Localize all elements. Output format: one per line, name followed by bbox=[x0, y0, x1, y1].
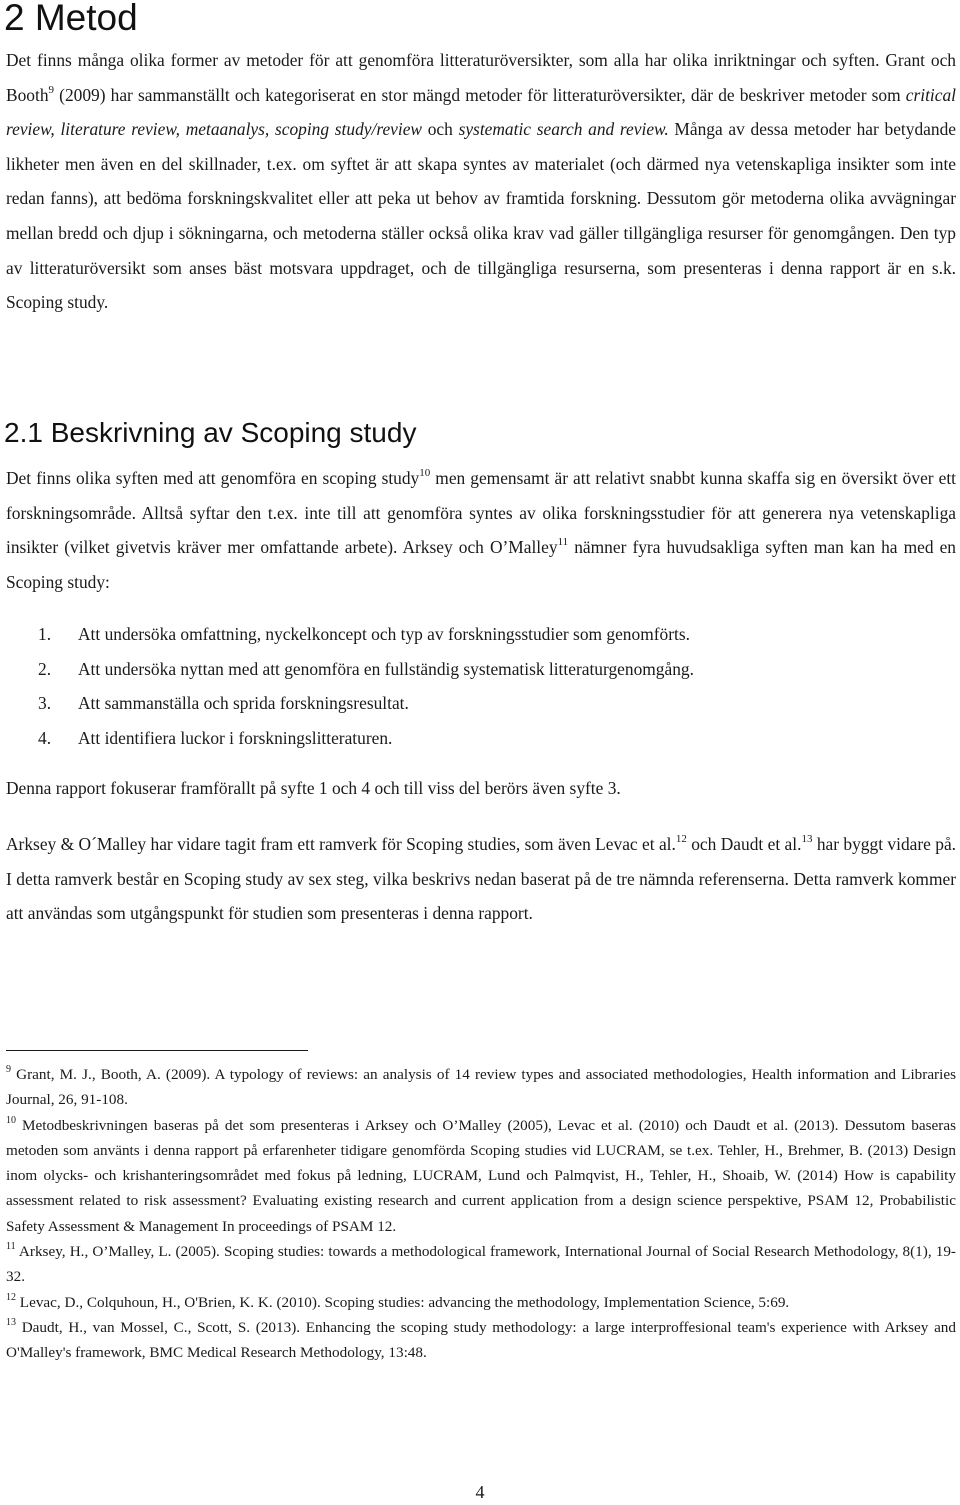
footnote-text: Daudt, H., van Mossel, C., Scott, S. (2013). Enhancing the scoping study methodology: a large interproffesional team's experience with Arksey and O'Malley's framework, BMC Medical Research Methodology, 13:48. bbox=[6, 1318, 956, 1362]
footnote-11 bbox=[6, 1239, 956, 1290]
footnote-text: Arksey, H., O’Malley, L. (2005). Scoping studies: towards a methodological framework, International Journal of Social Research Methodology, 8(1), 19-32. bbox=[6, 1243, 956, 1286]
list-number: 2. bbox=[38, 658, 52, 679]
page-number: 4 bbox=[475, 1482, 485, 1502]
footnotes bbox=[6, 1062, 956, 1366]
list-item bbox=[38, 721, 694, 756]
footnote-text: Metodbeskrivningen baseras på det som presenteras i Arksey och O’Malley (2005), Levac et al. (2010) och Daudt et al. (2013). Dessutom baseras metoden som använts i denna rapport på erfarenheter tidigare genomförda Scoping studies vid LUCRAM, se t.ex. Tehler, H., Brehmer, B. (2013) Design inom olycks- och krishanteringsområdet med fokus på ledning, LUCRAM, Lund och Palmqvist, H., Tehler, H., Shoaib, W. (2014) How is capability assessment related to risk assessment? Evaluating existing research and current application from a design science perspektive, PSAM 12, Probabilistic Safety Assessment & Management In proceedings of PSAM 12. bbox=[6, 1116, 956, 1235]
italic-method-name: systematic search and review. bbox=[458, 119, 669, 140]
footnote-number: 9 bbox=[6, 1063, 11, 1075]
text-run: men gemensamt är att relativt snabbt kunna skaffa sig en översikt över ett forskningsområde. Alltså syftar den t.ex. inte till att genomföra syntes av olika forskningsstudier för att generera nya vetenskapliga insikter (vilket givetvis kräver mer omfattande arbete). Arksey och O’Malley bbox=[6, 468, 956, 558]
footnote-divider bbox=[6, 1050, 308, 1051]
list-number: 1. bbox=[38, 624, 52, 644]
section-heading: 2 Metod bbox=[4, 0, 138, 38]
list-number: 3. bbox=[38, 693, 52, 713]
footnote-12 bbox=[6, 1290, 956, 1315]
list-item bbox=[38, 652, 694, 687]
footnote-number: 10 bbox=[6, 1114, 16, 1126]
footnote-9 bbox=[6, 1062, 956, 1113]
footnote-text: Levac, D., Colquhoun, H., O'Brien, K. K. (2010). Scoping studies: advancing the methodology, Implementation Science, 5:69. bbox=[16, 1293, 790, 1311]
list-item bbox=[38, 686, 694, 721]
footnote-13 bbox=[6, 1315, 956, 1366]
text-run: har byggt vidare på. I detta ramverk består en Scoping study av sex steg, vilka beskrivs nedan baserat på de tre nämnda referenserna. Detta ramverk kommer att användas som utgångspunkt för studien som presenteras i denna rapport. bbox=[6, 834, 957, 924]
footnote-ref-12[interactable]: 12 bbox=[675, 833, 687, 846]
list-text: Att sammanställa och sprida forskningsresultat. bbox=[78, 693, 409, 713]
footnote-ref-11[interactable]: 11 bbox=[557, 536, 569, 549]
scoping-paragraph bbox=[6, 461, 956, 599]
list-text: Att undersöka omfattning, nyckelkoncept och typ av forskningsstudier som genomförts. bbox=[78, 624, 690, 644]
footnote-number: 13 bbox=[6, 1316, 16, 1328]
footnote-ref-13[interactable]: 13 bbox=[801, 833, 813, 846]
purpose-list bbox=[38, 617, 694, 755]
framework-paragraph bbox=[6, 827, 956, 931]
list-text: Att identifiera luckor i forskningslitteraturen. bbox=[78, 727, 393, 748]
text-run: (2009) har sammanställt och kategoriserat en stor mängd metoder för litteraturöversikter, där de beskriver metoder som bbox=[54, 84, 906, 105]
italic-method-names: critical review, literature review, metaanalys, scoping study/review bbox=[6, 84, 956, 140]
text-run: Det finns många olika former av metoder för att genomföra litteraturöversikter, som alla har olika inriktningar och syften. Grant och Booth bbox=[6, 50, 956, 105]
text-run: Det finns olika syften med att genomföra en scoping study bbox=[6, 468, 420, 488]
list-item bbox=[38, 617, 694, 652]
footnote-number: 12 bbox=[6, 1291, 16, 1303]
text-run: Många av dessa metoder har betydande likheter men även en del skillnader, t.ex. om syftet är att skapa syntes av materialet (och därmed nya vetenskapliga insikter som inte redan fanns), att bedöma forskningskvalitet eller att peka ut behov av framtida forskning. Dessutom gör metoderna olika avvägningar mellan bredd och djup i sökningarna, och metoderna ställer också olika krav vad gäller tillgängliga resurser för genomgången. Den typ av litteraturöversikt som anses bäst motsvara uppdraget, och de tillgängliga resurserna, som presenteras i denna rapport är en s.k. Scoping study. bbox=[6, 119, 956, 313]
footnote-number: 11 bbox=[6, 1241, 16, 1253]
text-run: nämner fyra huvudsakliga syften man kan ha med en Scoping study: bbox=[6, 537, 957, 592]
list-number: 4. bbox=[38, 727, 52, 748]
list-text: Att undersöka nyttan med att genomföra en fullständig systematisk litteraturgenomgång. bbox=[78, 658, 694, 679]
footnote-text: Grant, M. J., Booth, A. (2009). A typology of reviews: an analysis of 14 review types and associated methodologies, Health information and Libraries Journal, 26, 91-108. bbox=[6, 1066, 956, 1109]
intro-paragraph bbox=[6, 43, 956, 320]
footnote-10 bbox=[6, 1113, 956, 1239]
footnote-ref-9[interactable]: 9 bbox=[48, 83, 55, 96]
focus-paragraph: Denna rapport fokuserar framförallt på syfte 1 och 4 och till viss del berörs även syfte 3. bbox=[6, 778, 621, 798]
text-run: och Daudt et al. bbox=[686, 834, 802, 854]
footnote-ref-10[interactable]: 10 bbox=[419, 467, 431, 480]
subsection-heading: 2.1 Beskrivning av Scoping study bbox=[4, 417, 417, 448]
text-run: och bbox=[422, 119, 459, 140]
text-run: Arksey & O´Malley har vidare tagit fram ett ramverk för Scoping studies, som även Levac et al. bbox=[6, 834, 676, 854]
